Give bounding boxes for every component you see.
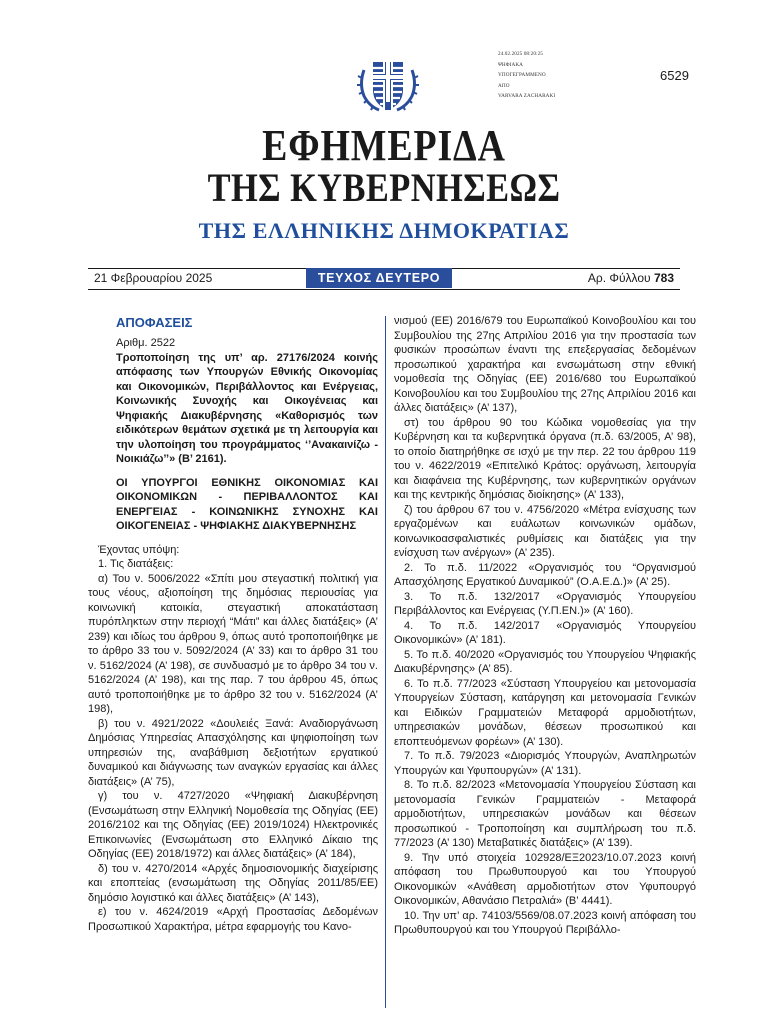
paragraph: ε) του ν. 4624/2019 «Αρχή Προστασίας Δεδομένων Προσωπικού Χαρακτήρα, μέτρα εφαρμογής του Κανο- <box>88 906 378 933</box>
paragraph: Έχοντας υπόψη: <box>98 543 180 556</box>
decision-title: Τροποποίηση της υπ’ αρ. 27176/2024 κοινής απόφασης των Υπουργών Εθνικής Οικονομίας και Οικονομικών, Περιβάλλοντος και Ενέργειας, Κοινωνικής Συνοχής και Οικογένειας και Ψηφιακής Διακυβέρνησης «Καθορισμός των ειδικότερων θεμάτων σχετικά με τη λειτουργία και την υλοποίηση του προγράμματος ‘’Ανακαινίζω - Νοικιάζω’’» (Β’ 2161). <box>116 351 378 465</box>
paragraph: 9. Την υπό στοιχεία 102928/ΕΞ2023/10.07.2023 κοινή απόφαση του Πρωθυπουργού και του Υπουργού Οικονομικών «Ανάθεση αρμοδιοτήτων στον Υφυπουργό Οικονομικών, Αθανάσιο Πετραλιά» (Β’ 4441). <box>394 851 696 907</box>
paragraph: 2. Το π.δ. 11/2022 «Οργανισμός του “Οργανισμού Απασχόλησης Εργατικού Δυναμικού” (Ο.Α.Ε.Δ.)» (Α’ 25). <box>394 561 696 588</box>
section-heading: ΑΠΟΦΑΣΕΙΣ <box>116 315 193 330</box>
masthead-title-line1: ΕΦΗΜΕΡΙΔΑ <box>262 121 506 170</box>
signature-line: ΑΠΟ <box>498 82 510 89</box>
left-column <box>88 314 378 934</box>
column-divider <box>385 316 386 1008</box>
paragraph: α) Του ν. 5006/2022 «Σπίτι μου στεγαστική πολιτική για τους νέους, αξιοποίηση της δημόσιας περιουσίας για κοινωνική κατοικία, στεγαστική αποκατάσταση πυρόπληκτων στην περιοχή “Μάτι” και άλλες διατάξεις» (Α’ 239) και ιδίως του άρθρου 9, όπως αυτό τροποποιήθηκε με το άρθρο 33 του ν. 5092/2024 (Α’ 33) και το άρθρο 31 του ν. 5162/2024 (Α’ 198), σε συνδυασμό με το άρθρο 34 του ν. 5162/2024 (Α’ 198), και της παρ. 7 του άρθρου 45, όπως αυτό τροποποιήθηκε με το άρθρο 32 του ν. 5162/2024 (Α’ 198), <box>88 572 378 715</box>
paragraph: 1. Τις διατάξεις: <box>98 558 174 570</box>
paragraph: 10. Την υπ’ αρ. 74103/5569/08.07.2023 κοινή απόφαση του Πρωθυπουργού και του Υπουργού Περιβάλλο- <box>394 909 696 936</box>
signature-line: 24.02.2025 08:20:25 <box>498 51 543 57</box>
paragraph: 6. Το π.δ. 77/2023 «Σύσταση Υπουργείου και μετονομασία Υπουργείων Σύσταση, κατάργηση και μετονομασία Γενικών και Ειδικών Γραμματειών Μεταφορά αρμοδιοτήτων, υπηρεσιακών μονάδων, θέσεων προσωπικού και εποπτευόμενων φορέων» (Α’ 130). <box>394 677 696 748</box>
decision-number: Αριθμ. 2522 <box>116 337 176 349</box>
paragraph: δ) του ν. 4270/2014 «Αρχές δημοσιονομικής διαχείρισης και εποπτείας (ενσωμάτωση της Οδηγίας 2011/85/ΕΕ) δημόσιο λογιστικό και άλλες διατάξεις» (Α’ 143), <box>88 862 378 904</box>
right-column <box>394 314 696 938</box>
issue-info-band <box>88 268 680 290</box>
sheet-label: Αρ. Φύλλου <box>587 271 651 285</box>
paragraph: 7. Το π.δ. 79/2023 «Διορισμός Υπουργών, Αναπληρωτών Υπουργών και Υφυπουργών» (Α’ 131). <box>394 750 696 777</box>
paragraph: γ) του ν. 4727/2020 «Ψηφιακή Διακυβέρνηση (Ενσωμάτωση στην Ελληνική Νομοθεσία της Οδηγίας (ΕΕ) 2016/2102 και της Οδηγίας (ΕΕ) 2019/1024) Ηλεκτρονικές Επικοινωνίες (Ενσωμάτωση στο Ελληνικό Δίκαιο της Οδηγίας (ΕΕ) 2018/1972) και άλλες διατάξεις» (Α’ 184), <box>88 790 378 860</box>
ministers-heading: ΟΙ ΥΠΟΥΡΓΟΙ ΕΘΝΙΚΗΣ ΟΙΚΟΝΟΜΙΑΣ ΚΑΙ ΟΙΚΟΝΟΜΙΚΩΝ - ΠΕΡΙΒΑΛΛΟΝΤΟΣ ΚΑΙ ΕΝΕΡΓΕΙΑΣ - ΚΟΙΝΩΝΙΚΗΣ ΣΥΝΟΧΗΣ ΚΑΙ ΟΙΚΟΓΕΝΕΙΑΣ - ΨΗΦΙΑΚΗΣ ΔΙΑΚΥΒΕΡΝΗΣΗΣ <box>116 476 378 532</box>
greek-coat-of-arms-icon <box>355 52 421 118</box>
signature-line: ΨΗΦΙΑΚΑ <box>498 61 524 68</box>
issue-date: 21 Φεβρουαρίου 2025 <box>94 271 213 285</box>
issue-series-badge: ΤΕΥΧΟΣ ΔΕΥΤΕΡΟ <box>306 268 452 288</box>
paragraph: 5. Το π.δ. 40/2020 «Οργανισμός του Υπουργείου Ψηφιακής Διακυβέρνησης» (Α’ 85). <box>394 648 696 675</box>
paragraph: β) του ν. 4921/2022 «Δουλειές Ξανά: Αναδιοργάνωση Δημόσιας Υπηρεσίας Απασχόλησης και ψηφιοποίηση των υπηρεσιών της, αναβάθμιση δεξιοτήτων εργατικού δυναμικού και διάγνωσης των αναγκών εργασίας και άλλες διατάξεις» (Α’ 75), <box>88 717 378 788</box>
paragraph: 4. Το π.δ. 142/2017 «Οργανισμός Υπουργείου Οικονομικών» (Α’ 181). <box>394 619 696 646</box>
paragraph: 8. Το π.δ. 82/2023 «Μετονομασία Υπουργείου Σύσταση και μετονομασία Γενικών Γραμματειών - Μεταφορά αρμοδιοτήτων, υπηρεσιακών μονάδων και θέσεων προσωπικού - Τροποποίηση και συμπλήρωση του π.δ. 77/2023 (Α’ 130) Μεταβατικές διατάξεις» (Α’ 139). <box>394 779 696 849</box>
sheet-number <box>588 271 674 285</box>
masthead-subtitle: ΤΗΣ ΕΛΛΗΝΙΚΗΣ ΔΗΜΟΚΡΑΤΙΑΣ <box>198 218 570 243</box>
signature-line: VARVARA ZACHARAKI <box>498 93 556 100</box>
sheet-number-value: 783 <box>653 271 674 285</box>
signature-line: ΥΠΟΓΕΓΡΑΜΜΕΝΟ <box>498 72 546 79</box>
masthead-title-line2: ΤΗΣ ΚΥΒΕΡΝΗΣΕΩΣ <box>207 165 561 210</box>
page-number: 6529 <box>660 68 689 83</box>
digital-signature-stamp <box>498 49 555 102</box>
paragraph: νισμού (ΕΕ) 2016/679 του Ευρωπαϊκού Κοινοβουλίου και του Συμβουλίου της 27ης Απριλίου 2016 για την προστασία των φυσικών προσώπων έναντι της επεξεργασίας δεδομένων προσωπικού χαρακτήρα και ενσωμάτωση στην εθνική νομοθεσία της Οδηγίας (ΕΕ) 2016/680 του Ευρωπαϊκού Κοινοβουλίου και του Συμβουλίου της 27ης Απριλίου 2016 και άλλες διατάξεις» (Α’ 137), <box>394 315 696 414</box>
paragraph: στ) του άρθρου 90 του Κώδικα νομοθεσίας για την Κυβέρνηση και τα κυβερνητικά όργανα (π.δ. 63/2005, Α’ 98), το οποίο διατηρήθηκε σε ισχύ με την περ. 22 του άρθρου 119 του ν. 4622/2019 «Επιτελικό Κράτος: οργάνωση, λειτουργία και διαφάνεια της Κυβέρνησης, των κυβερνητικών οργάνων και της κεντρικής δημόσιας διοίκησης» (Α’ 133), <box>394 416 696 501</box>
paragraph: ζ) του άρθρου 67 του ν. 4756/2020 «Μέτρα ενίσχυσης των εργαζομένων και ευάλωτων κοινωνικών ομάδων, κοινωνικοασφαλιστικές ρυθμίσεις και διατάξεις για την ενίσχυση των ανέργων» (Α’ 235). <box>394 503 696 559</box>
paragraph: 3. Το π.δ. 132/2017 «Οργανισμός Υπουργείου Περιβάλλοντος και Ενέργειας (Υ.Π.ΕΝ.)» (Α’ 160). <box>394 590 696 617</box>
